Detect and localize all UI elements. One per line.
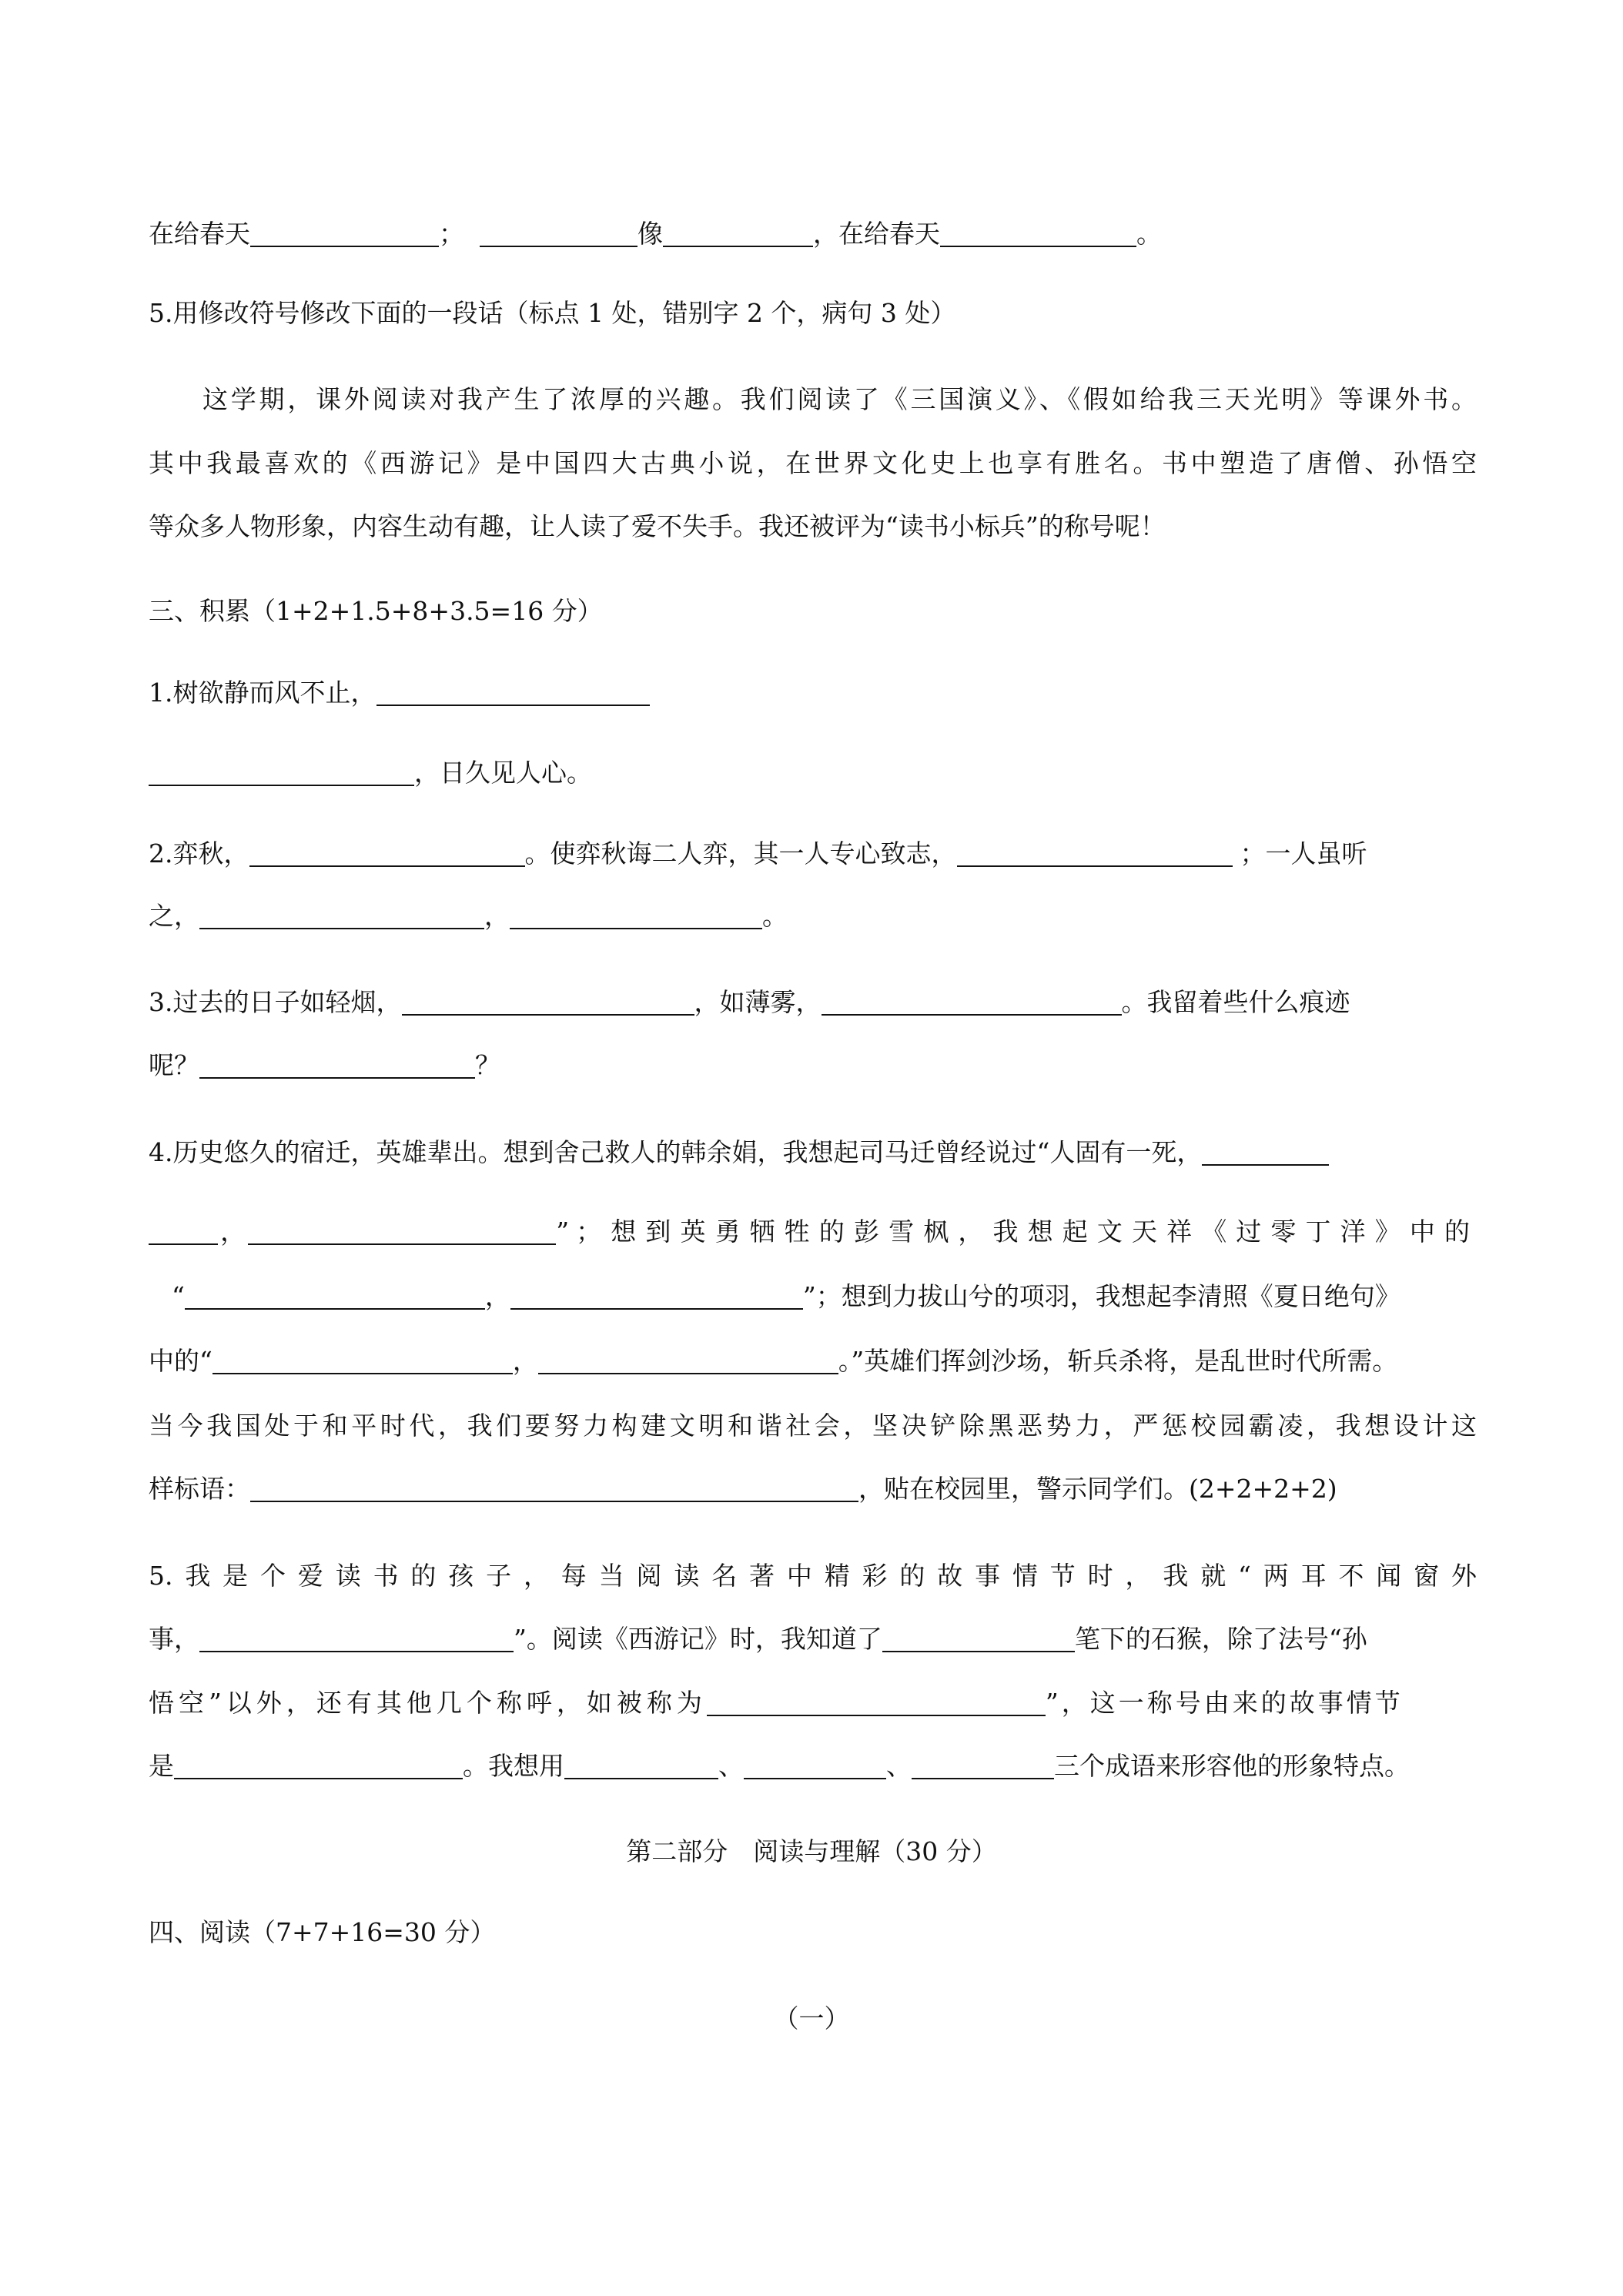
answer-blank[interactable]: [199, 1625, 514, 1652]
section-heading: 三、积累（1+2+1.5+8+3.5=16 分）: [149, 596, 603, 626]
text: 2.弈秋，: [149, 838, 249, 869]
answer-blank[interactable]: [199, 1051, 475, 1079]
answer-blank[interactable]: [707, 1689, 1046, 1716]
part-heading: 第二部分 阅读与理解（30 分）: [626, 1836, 997, 1866]
answer-blank[interactable]: [248, 1217, 556, 1245]
question-line: 当今我国处于和平时代，我们要努力构建文明和谐社会，坚决铲除黑恶势力，严惩校园霸凌，我想设计这: [149, 1411, 1477, 1441]
paragraph-line: 其中我最喜欢的《西游记》是中国四大古典小说，在世界文化史上也享有胜名。书中塑造了唐僧、孙悟空: [149, 448, 1477, 478]
paragraph-line: 等众多人物形象，内容生动有趣，让人读了爱不失手。我还被评为“读书小标兵”的称号呢！: [149, 511, 1166, 541]
question-line: [149, 756, 1477, 790]
answer-blank[interactable]: [149, 1217, 218, 1245]
text: 。我留着些什么痕迹: [1121, 987, 1350, 1017]
answer-blank[interactable]: [744, 1752, 886, 1779]
answer-blank[interactable]: [185, 1282, 485, 1310]
text: 3.过去的日子如轻烟，: [149, 987, 402, 1017]
question-line: [149, 1136, 1477, 1170]
question-line: [149, 899, 1477, 933]
fill-line-spring: [149, 217, 1477, 251]
answer-blank[interactable]: [538, 1347, 838, 1374]
question-line: [149, 1622, 1477, 1656]
text: 。: [762, 901, 788, 931]
question-line: [149, 1344, 1477, 1378]
question-line: [149, 1472, 1477, 1506]
text: 呢？: [149, 1050, 199, 1080]
question-title: 5.用修改符号修改下面的一段话（标点 1 处，错别字 2 个，病句 3 处）: [149, 298, 956, 328]
section-heading: 四、阅读（7+7+16=30 分）: [149, 1917, 496, 1947]
answer-blank[interactable]: [1202, 1138, 1329, 1166]
answer-blank[interactable]: [510, 1282, 803, 1310]
text: 中的“: [149, 1346, 212, 1376]
text: 4.历史悠久的宿迁，英雄辈出。想到舍己救人的韩余娟，我想起司马迁曾经说过“人固有一死，: [149, 1137, 1203, 1167]
text: 之，: [149, 901, 199, 931]
answer-blank[interactable]: [510, 902, 762, 929]
text: 悟空”以外，还有其他几个称呼，如被称为: [149, 1688, 707, 1718]
answer-blank[interactable]: [822, 988, 1122, 1016]
text: ”。阅读《西游记》时，我知道了: [514, 1624, 882, 1654]
answer-blank[interactable]: [212, 1347, 513, 1374]
text: “: [172, 1281, 185, 1311]
paragraph-line: 这学期，课外阅读对我产生了浓厚的兴趣。我们阅读了《三国演义》、《假如给我三天光明》等课外书。: [202, 384, 1477, 414]
answer-blank[interactable]: [912, 1752, 1054, 1779]
text: ；一人虽听: [1240, 838, 1367, 869]
answer-blank[interactable]: [564, 1752, 718, 1779]
text: ，: [218, 1217, 249, 1247]
question-line: [149, 1215, 1477, 1249]
text: ”；想到英勇牺牲的彭雪枫，我想起文天祥《过零丁洋》中的: [556, 1217, 1477, 1247]
answer-blank[interactable]: [940, 219, 1136, 247]
answer-blank[interactable]: [376, 678, 650, 706]
text: ”，这一称号由来的故事情节: [1045, 1688, 1404, 1718]
text: ？: [475, 1050, 500, 1080]
text: ，如薄雾，: [694, 987, 822, 1017]
text: 事，: [149, 1624, 199, 1654]
answer-blank[interactable]: [402, 988, 694, 1016]
text: 、: [886, 1751, 912, 1781]
answer-blank[interactable]: [250, 1474, 858, 1502]
text: 。使弈秋诲二人弈，其一人专心致志，: [524, 838, 957, 869]
question-line: [149, 1749, 1477, 1783]
text: ，: [512, 1346, 538, 1376]
text: ”；想到力拔山兮的项羽，我想起李清照《夏日绝句》: [802, 1281, 1400, 1311]
text: ，: [484, 1281, 510, 1311]
question-line: [149, 676, 1477, 710]
text: ，贴在校园里，警示同学们。(2+2+2+2): [858, 1474, 1337, 1504]
answer-blank[interactable]: [882, 1625, 1075, 1652]
text: ，: [484, 901, 510, 931]
answer-blank[interactable]: [149, 758, 414, 786]
text: 样标语：: [149, 1474, 250, 1504]
text: 1.树欲静而风不止，: [149, 678, 376, 708]
text: ，日久见人心。: [414, 758, 592, 788]
subsection-heading: （一）: [773, 2003, 850, 2033]
text: 在给春天: [149, 219, 250, 249]
text: 。”英雄们挥剑沙场，斩兵杀将，是乱世时代所需。: [838, 1346, 1398, 1376]
question-line: [149, 837, 1477, 871]
question-line: [149, 986, 1477, 1019]
answer-blank[interactable]: [250, 219, 439, 247]
answer-blank[interactable]: [480, 219, 637, 247]
answer-blank[interactable]: [199, 902, 484, 929]
text: 。: [1136, 219, 1162, 249]
question-line: [149, 1686, 1477, 1720]
text: ；: [439, 219, 464, 249]
question-line: 5.我是个爱读书的孩子，每当阅读名著中精彩的故事情节时，我就“两耳不闻窗外: [149, 1561, 1477, 1591]
answer-blank[interactable]: [174, 1752, 463, 1779]
question-line: [149, 1280, 1477, 1314]
text: ，在给春天: [813, 219, 940, 249]
answer-blank[interactable]: [957, 839, 1233, 867]
text: 笔下的石猴，除了法号“孙: [1074, 1624, 1367, 1654]
answer-blank[interactable]: [663, 219, 813, 247]
question-line: [149, 1049, 1477, 1083]
text: 三个成语来形容他的形象特点。: [1054, 1751, 1410, 1781]
text: 像: [637, 219, 663, 249]
answer-blank[interactable]: [249, 839, 525, 867]
text: 是: [149, 1751, 174, 1781]
text: 、: [718, 1751, 744, 1781]
text: 。我想用: [463, 1751, 564, 1781]
